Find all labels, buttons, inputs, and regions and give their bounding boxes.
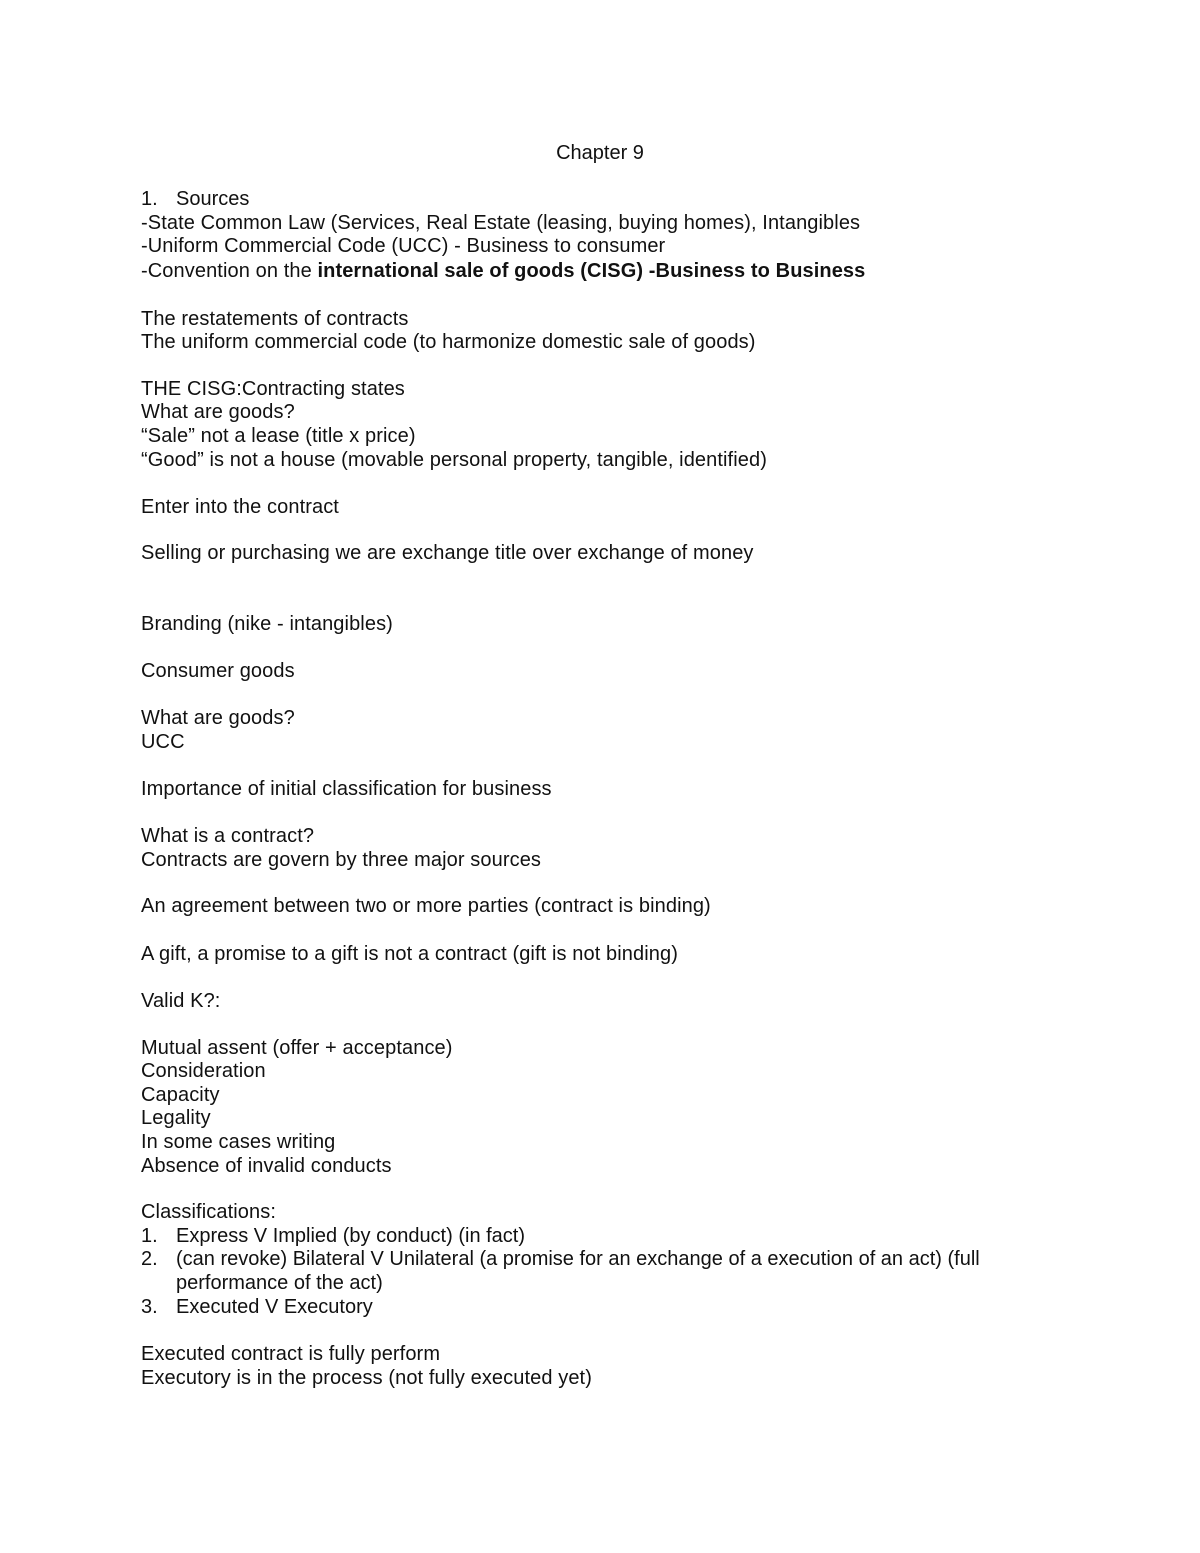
text-line: Executory is in the process (not fully executed yet) <box>141 1367 592 1389</box>
page-title: Chapter 9 <box>556 142 644 164</box>
text-line: Executed contract is fully perform <box>141 1343 441 1365</box>
text-line: Importance of initial classification for business <box>141 778 552 800</box>
list-item: Express V Implied (by conduct) (in fact) <box>176 1225 526 1247</box>
text-line: Selling or purchasing we are exchange title over exchange of money <box>141 542 754 564</box>
list-number: 2. <box>141 1248 158 1270</box>
text-line: “Sale” not a lease (title x price) <box>141 425 416 447</box>
list-item: Consideration <box>141 1060 266 1082</box>
list-item: Absence of invalid conducts <box>141 1155 392 1177</box>
text-line: Classifications: <box>141 1201 276 1223</box>
list-item-continuation: performance of the act) <box>176 1272 383 1294</box>
list-item: In some cases writing <box>141 1131 336 1153</box>
list-number: 1. <box>141 188 158 210</box>
text-line: “Good” is not a house (movable personal property, tangible, identified) <box>141 449 767 471</box>
text-line: An agreement between two or more parties (contract is binding) <box>141 895 711 917</box>
text-line: Contracts are govern by three major sources <box>141 849 542 871</box>
text-span: -Convention on the <box>141 260 318 282</box>
list-item: Capacity <box>141 1084 220 1106</box>
list-item: Mutual assent (offer + acceptance) <box>141 1037 453 1059</box>
text-line: Enter into the contract <box>141 496 339 518</box>
list-item: Executed V Executory <box>176 1296 373 1318</box>
text-line: UCC <box>141 731 185 753</box>
list-item: (can revoke) Bilateral V Unilateral (a promise for an exchange of a execution of an act) (full <box>176 1248 980 1270</box>
text-line: The uniform commercial code (to harmonize domestic sale of goods) <box>141 331 756 353</box>
text-line: What are goods? <box>141 707 295 729</box>
bold-text: international sale of goods (CISG) -Business to Business <box>317 260 866 282</box>
text-line: -Uniform Commercial Code (UCC) - Business to consumer <box>141 235 666 257</box>
list-item: Legality <box>141 1107 211 1129</box>
list-number: 3. <box>141 1296 158 1318</box>
text-line: Consumer goods <box>141 660 295 682</box>
sources-heading: Sources <box>176 188 250 210</box>
text-line: The restatements of contracts <box>141 308 409 330</box>
text-line: Branding (nike - intangibles) <box>141 613 393 635</box>
text-line: Valid K?: <box>141 990 221 1012</box>
text-line: What are goods? <box>141 401 295 423</box>
text-line: THE CISG:Contracting states <box>141 378 405 400</box>
text-line: What is a contract? <box>141 825 315 847</box>
text-line <box>141 259 865 283</box>
text-line: -State Common Law (Services, Real Estate (leasing, buying homes), Intangibles <box>141 212 861 234</box>
text-line: A gift, a promise to a gift is not a contract (gift is not binding) <box>141 943 678 965</box>
list-number: 1. <box>141 1225 158 1247</box>
